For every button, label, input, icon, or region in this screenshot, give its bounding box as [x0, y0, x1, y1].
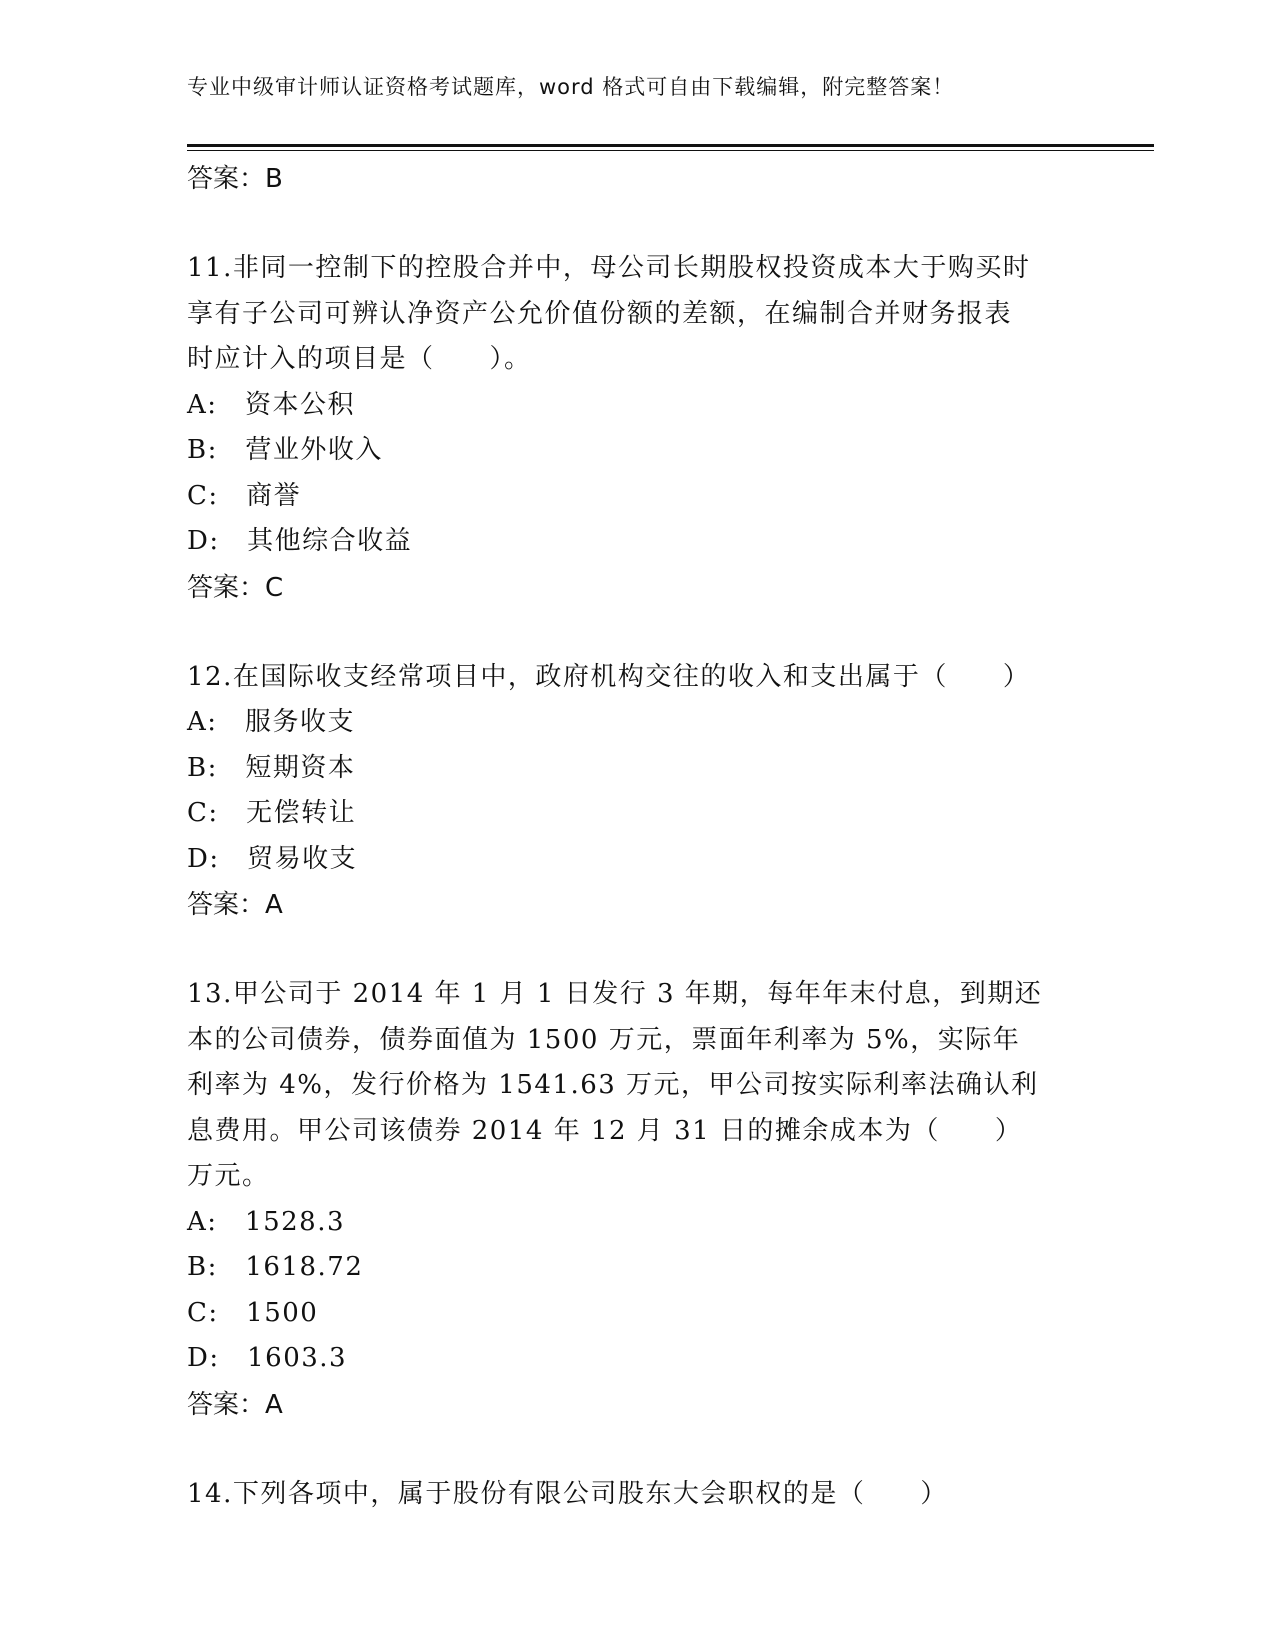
- question-stem: 12.在国际收支经常项目中，政府机构交往的收入和支出属于（ ）: [187, 661, 1031, 692]
- question-14: [187, 1472, 1087, 1518]
- option-c: C: 无偿转让: [187, 798, 357, 828]
- previous-answer: 答案：B: [187, 164, 283, 194]
- header-rule-thick: [187, 144, 1154, 147]
- question-13: [187, 972, 1087, 1428]
- question-stem: 11.非同一控制下的控股合并中，母公司长期股权投资成本大于购买时享有子公司可辨认净资产公允价值份额的差额，在编制合并财务报表时应计入的项目是（ ）。: [187, 253, 1031, 374]
- question-11: [187, 246, 1087, 611]
- answer: 答案：A: [187, 1389, 283, 1420]
- option-d: D: 其他综合收益: [187, 526, 413, 556]
- option-d: D: 贸易收支: [187, 843, 358, 874]
- question-stem: 13.甲公司于 2014 年 1 月 1 日发行 3 年期，每年年末付息，到期还本的公司债券，债券面值为 1500 万元，票面年利率为 5%，实际年利率为 4%，发行价格为 1541.63 万元，甲公司按实际利率法确认利息费用。甲公司该债券 2014 年 12 月 31 日的摊余成本为（ ）万元。: [187, 979, 1043, 1191]
- spacer: [187, 1428, 1087, 1472]
- option-a: A: 资本公积: [187, 389, 356, 420]
- option-b: B: 1618.72: [187, 1252, 364, 1282]
- option-b: B: 短期资本: [187, 752, 356, 783]
- answer: 答案：A: [187, 890, 283, 920]
- spacer: [187, 611, 1087, 655]
- header-rule-thin: [187, 150, 1154, 151]
- answer: 答案：C: [187, 572, 284, 603]
- spacer: [187, 202, 1087, 246]
- option-c: C: 商誉: [187, 480, 302, 511]
- option-d: D: 1603.3: [187, 1343, 348, 1373]
- page-header: 专业中级审计师认证资格考试题库，word 格式可自由下载编辑，附完整答案！: [187, 75, 955, 99]
- option-a: A: 1528.3: [187, 1206, 346, 1237]
- spacer: [187, 928, 1087, 972]
- option-c: C: 1500: [187, 1297, 319, 1328]
- option-a: A: 服务收支: [187, 707, 356, 737]
- question-list: [187, 156, 1087, 1517]
- question-stem: 14.下列各项中，属于股份有限公司股东大会职权的是（ ）: [187, 1478, 948, 1509]
- question-12: [187, 655, 1087, 929]
- option-b: B: 营业外收入: [187, 435, 383, 465]
